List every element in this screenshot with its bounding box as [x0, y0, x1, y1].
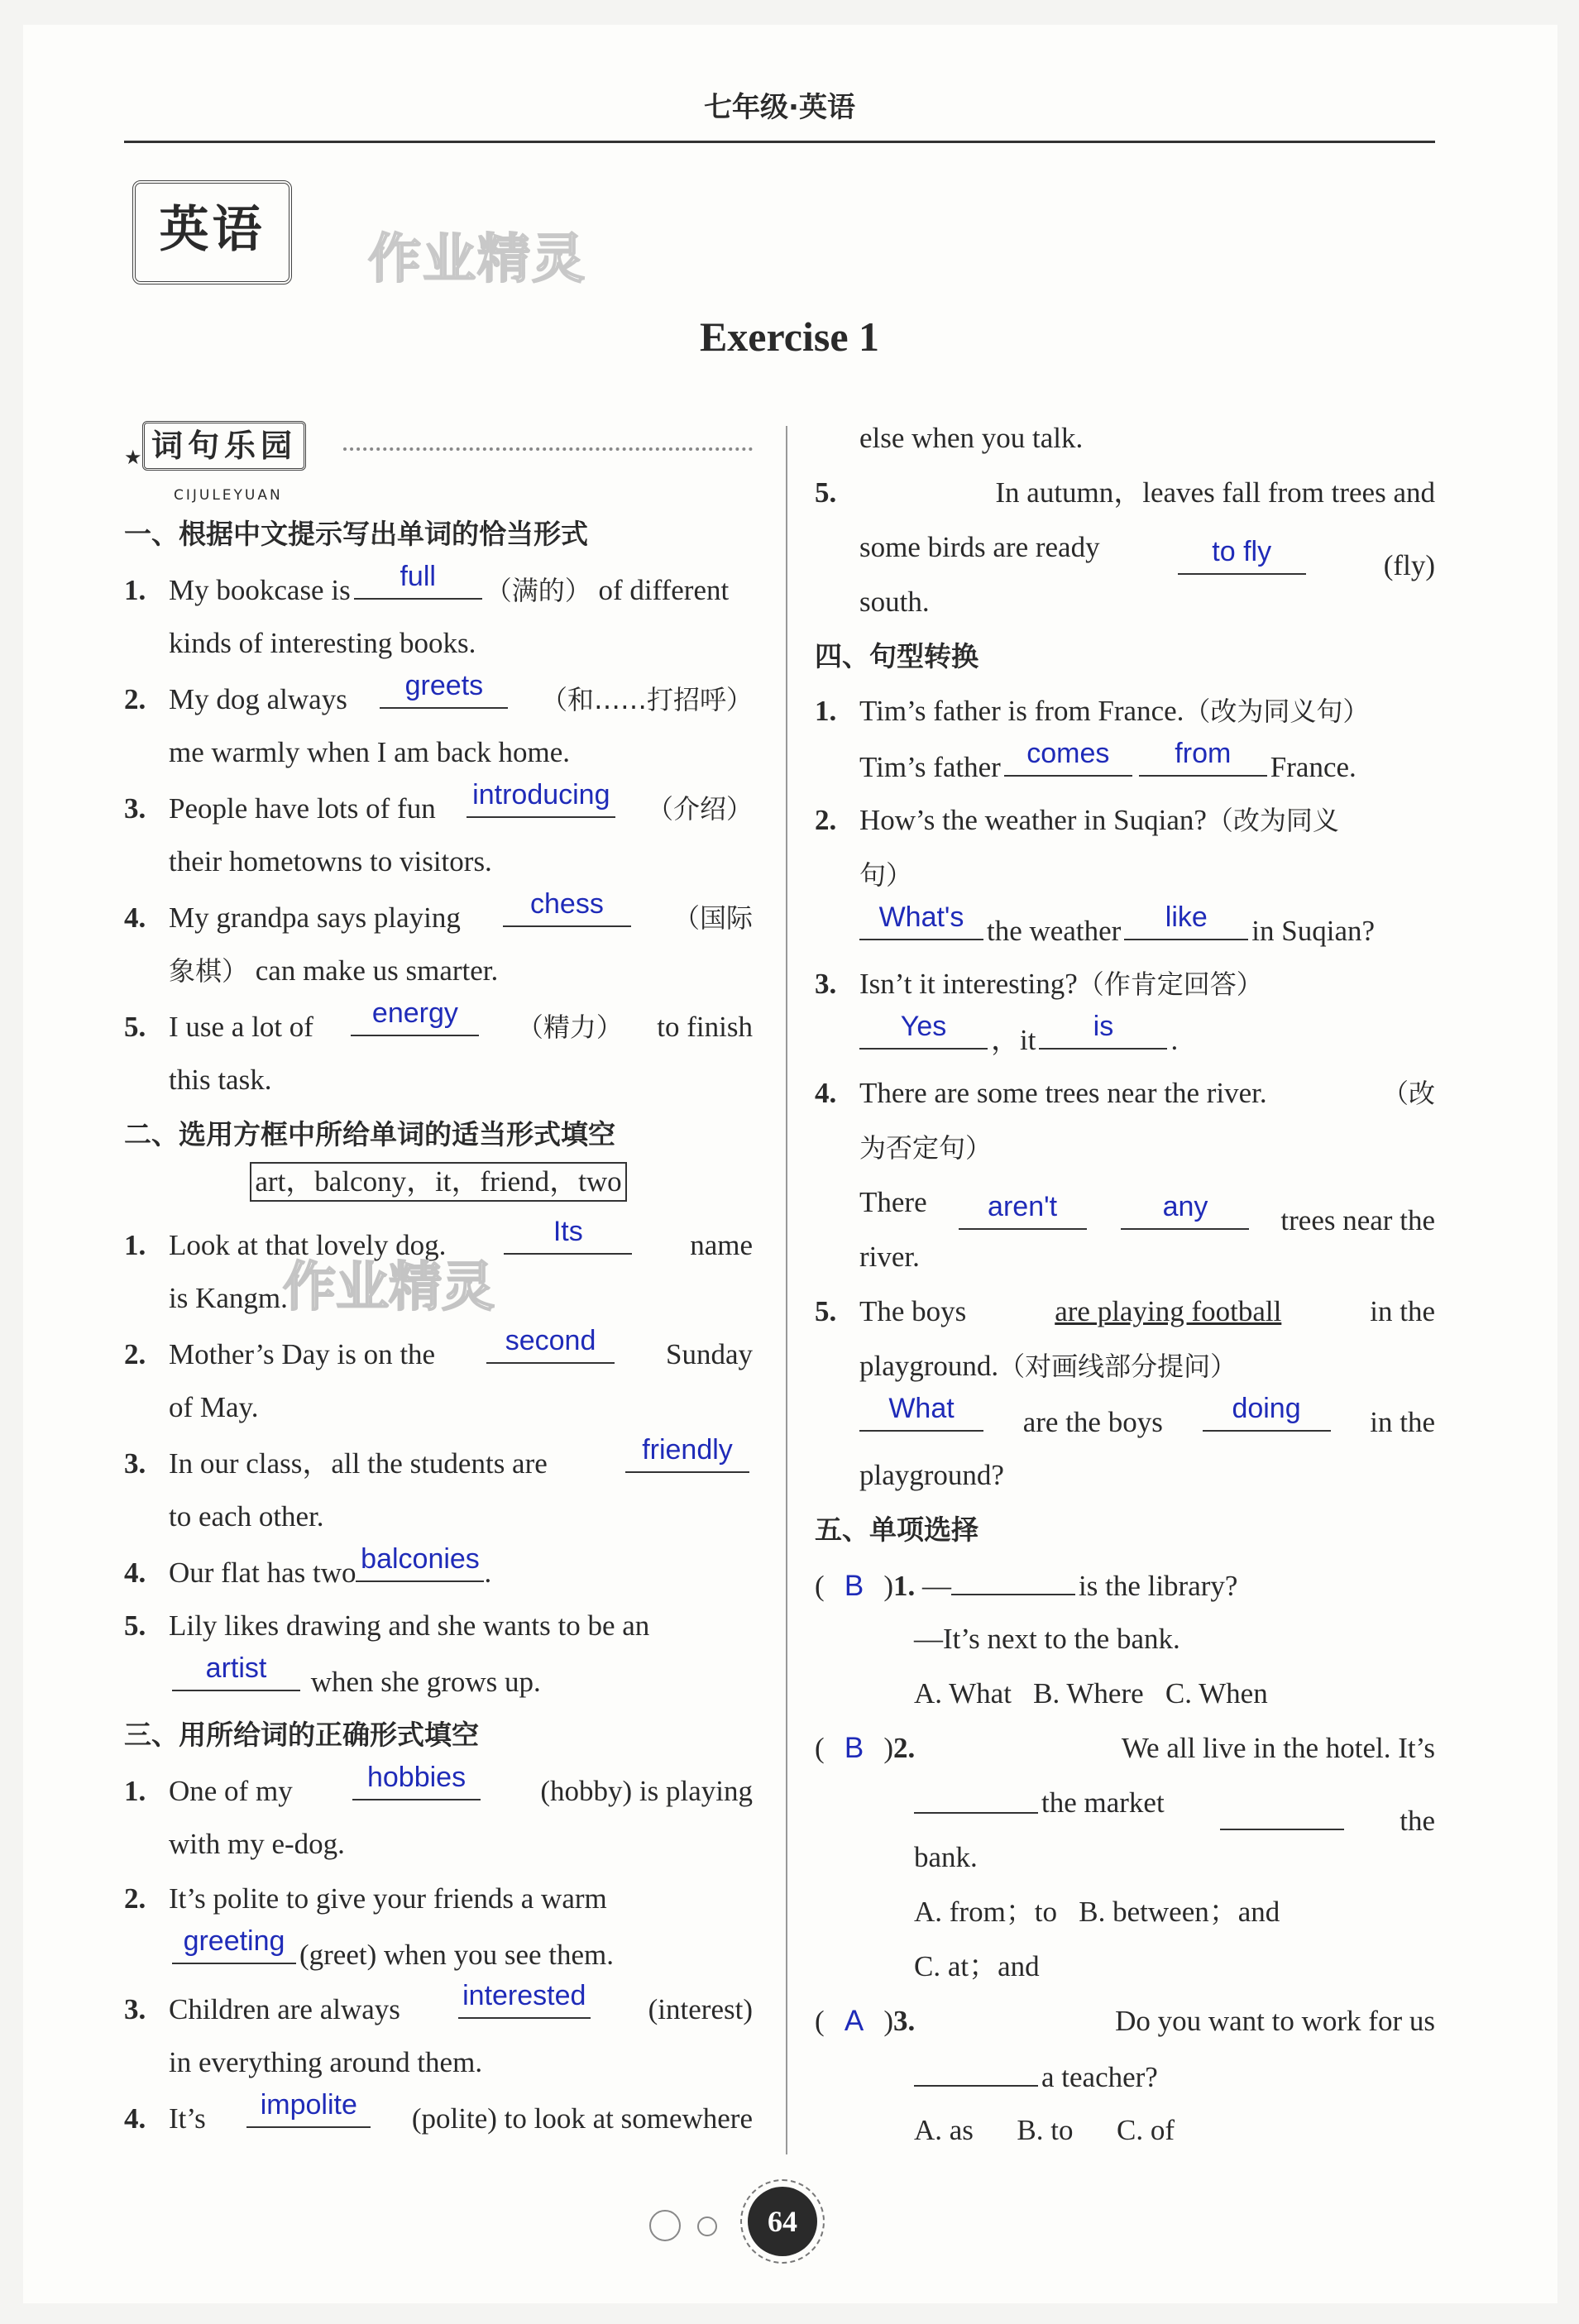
- watermark: 作业精灵: [368, 229, 586, 290]
- answer-blank[interactable]: Its: [504, 1217, 632, 1255]
- answer-blank[interactable]: [914, 2049, 1038, 2087]
- watermark: 作业精灵: [283, 1257, 495, 1318]
- answer-blank[interactable]: [914, 1776, 1038, 1814]
- question: ( A ) 3. Do you want to work for us: [815, 2005, 1435, 2037]
- section-badge-pinyin: CIJULEYUAN: [174, 487, 283, 504]
- answer-blank[interactable]: is: [1039, 1011, 1167, 1050]
- answer-blank[interactable]: [1220, 1792, 1344, 1830]
- star-icon: ★: [124, 447, 142, 469]
- answer-blank[interactable]: any: [1121, 1192, 1249, 1230]
- answer-blank[interactable]: [951, 1557, 1075, 1595]
- answer-blank[interactable]: impolite: [246, 2090, 371, 2128]
- answer-blank[interactable]: artist: [172, 1653, 300, 1691]
- subject-label: 英语: [159, 201, 266, 259]
- question: 1. Tim’s father is from France. （改为同义句）: [815, 695, 1370, 727]
- question: 4. My grandpa says playing chess （国际: [124, 888, 753, 934]
- right-column: else when you talk. 5. In autumn，leaves fall from trees and some birds are ready to fly (fly) south. 四、句型转换 1. Tim’s father is from France. （改为同义句） Tim’s father comes from France. 2. How’s the weather in Suqian? （改为同义 句） What's the weather like in Suqian? 3. Isn’t it interesting? （作肯定回答） Yes ，it is . 4. There are some trees near the river. （改 为否定句） There aren't any trees near the river. 5. The boys are playing football in the playground. （对画线部分提问） What are the boys doing in the playground? 五、单项选择 ( B ) 1. — is the library? —It’s next to the bank. A. What B. Where C. When ( B ) 2. We all live in the hotel. It’s the market the bank. A. from；to B. between；and C. at；and ( A ) 3. Do you want to work for us a teacher? A. as B. to C. of: [815, 422, 1435, 2146]
- question: 4. Our flat has two balconies .: [124, 1543, 492, 1589]
- word-box: art，balcony，it，friend，two: [250, 1162, 626, 1202]
- answer-blank[interactable]: full: [354, 562, 482, 600]
- exercise-title: Exercise 1: [699, 313, 880, 360]
- answer-blank[interactable]: What's: [859, 902, 983, 940]
- question: 2. How’s the weather in Suqian? （改为同义: [815, 804, 1339, 836]
- question: 3. In our class，all the students are friendly: [124, 1435, 753, 1490]
- answer-blank[interactable]: greets: [380, 671, 508, 709]
- answer-blank[interactable]: friendly: [625, 1435, 749, 1473]
- question: 1. Look at that lovely dog. Its name: [124, 1216, 753, 1261]
- answer-blank[interactable]: doing: [1203, 1394, 1331, 1432]
- answer-blank[interactable]: like: [1124, 902, 1248, 940]
- question: 3. Isn’t it interesting? （作肯定回答）: [815, 968, 1263, 1000]
- section-badge: 词句乐园: [142, 421, 306, 471]
- answer-blank[interactable]: comes: [1004, 739, 1132, 777]
- subject-badge: [132, 180, 292, 285]
- section-heading: 二、选用方框中所给单词的适当形式填空: [124, 1118, 615, 1150]
- question: 5. The boys are playing football in the: [815, 1295, 1435, 1327]
- question: 5. Lily likes drawing and she wants to be an: [124, 1609, 650, 1642]
- page-number: 64: [748, 2187, 817, 2256]
- question: 5. I use a lot of energy （精力） to finish: [124, 997, 753, 1043]
- question: 3. People have lots of fun introducing （介绍）: [124, 779, 753, 825]
- answer-blank[interactable]: chess: [503, 889, 631, 927]
- answer-blank[interactable]: balconies: [356, 1544, 484, 1582]
- question: 2. It’s polite to give your friends a warm: [124, 1882, 607, 1915]
- question: 4. It’s impolite (polite) to look at somewhere: [124, 2089, 753, 2135]
- question: 4. There are some trees near the river. （改: [815, 1077, 1435, 1109]
- section-heading: 五、单项选择: [815, 1513, 979, 1546]
- decorative-circle: [649, 2210, 681, 2241]
- question: 1. My bookcase is full （满的） of different: [124, 561, 730, 606]
- question: ( B ) 2. We all live in the hotel. It’s: [815, 1732, 1435, 1764]
- question: 3. Children are always interested (interest): [124, 1980, 753, 2025]
- section-heading: 四、句型转换: [815, 640, 979, 672]
- page-header: [124, 83, 1435, 143]
- left-column: ★ 词句乐园 CIJULEYUAN 一、根据中文提示写出单词的恰当形式 1. My bookcase is full （满的） of different kinds of interesting books. 2. My dog always greets （和……打招呼） me warmly when I am back home. 3. People have lots of fun introducing （介绍） their hometowns to visitors. 4. My grandpa says playing chess （国际 象棋） can make us smarter. 5. I use a lot of energy （精力） to finish this task. 二、选用方框中所给单词的适当形式填空 art，balcony，it，friend，two 1. Look at that lovely dog. Its name is Kangm. 2. Mother’s Day is on the second Sunday of May. 3. In our class，all the students are friendly to each other. 4. Our flat has two balconies . 5. Lily likes drawing and she wants to be an artist when she grows up. 三、用所给词的正确形式填空 1. One of my hobbies (hobby) is playing with my e-dog. 2. It’s polite to give your friends a warm greeting (greet) when you see them. 3. Children are always interested (interest) in everything around them. 4. It’s impolite (polite) to look at somewhere: [124, 409, 753, 2145]
- section-badge-row: [124, 409, 753, 484]
- section-heading: 一、根据中文提示写出单词的恰当形式: [124, 518, 588, 550]
- question: 2. Mother’s Day is on the second Sunday: [124, 1325, 753, 1370]
- question: 5. In autumn，leaves fall from trees and: [815, 476, 1435, 509]
- answer-blank[interactable]: greeting: [172, 1926, 296, 1964]
- answer-blank[interactable]: second: [486, 1326, 615, 1364]
- answer-blank[interactable]: What: [859, 1394, 983, 1432]
- answer-blank[interactable]: to fly: [1178, 537, 1306, 575]
- question: 2. My dog always greets （和……打招呼）: [124, 670, 753, 715]
- answer-blank[interactable]: hobbies: [352, 1762, 481, 1800]
- question: ( B ) 1. — is the library?: [815, 1557, 1435, 1612]
- column-divider: [786, 426, 787, 2154]
- answer-blank[interactable]: Yes: [859, 1011, 988, 1050]
- answer-blank[interactable]: energy: [351, 998, 479, 1036]
- question: 1. One of my hobbies (hobby) is playing: [124, 1762, 753, 1807]
- answer-blank[interactable]: introducing: [467, 780, 615, 818]
- header-title: 七年级·英语: [704, 91, 855, 124]
- answer-blank[interactable]: aren't: [959, 1192, 1087, 1230]
- decorative-circle: [697, 2216, 717, 2236]
- dotted-rule: [343, 447, 753, 451]
- answer-blank[interactable]: from: [1139, 739, 1267, 777]
- section-heading: 三、用所给词的正确形式填空: [124, 1719, 479, 1751]
- answer-blank[interactable]: interested: [458, 1981, 591, 2019]
